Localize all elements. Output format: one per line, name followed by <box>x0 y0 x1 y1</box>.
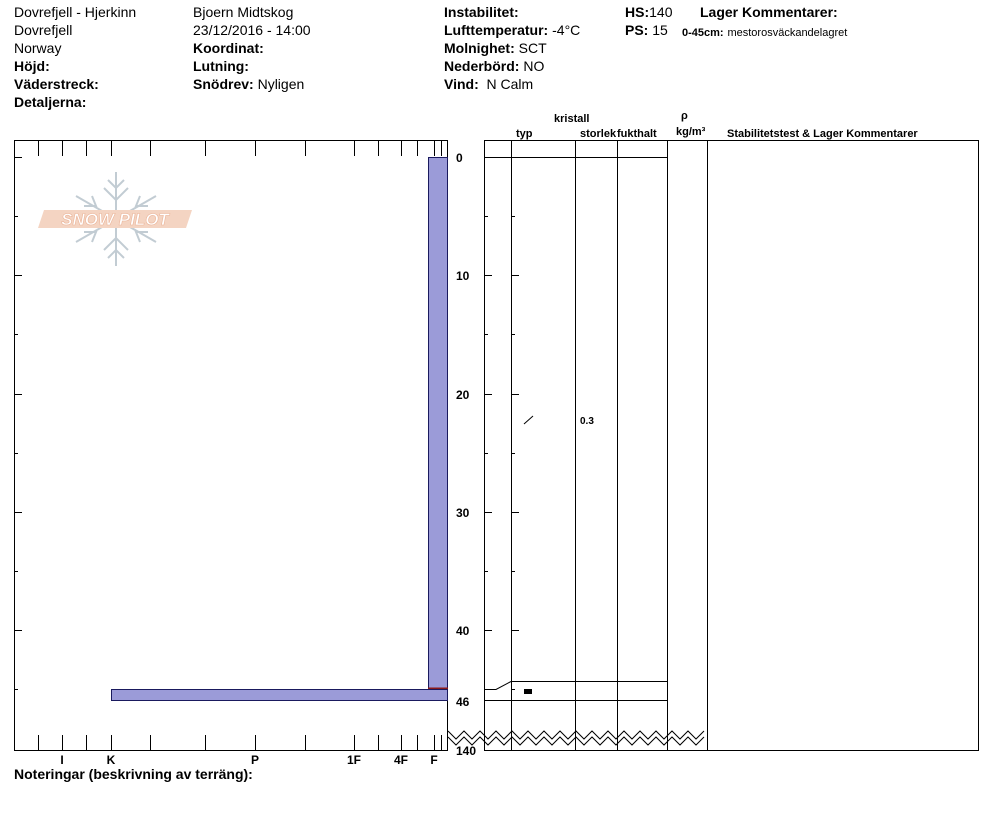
left-tick-marks <box>14 141 447 750</box>
depth-label-10: 10 <box>456 269 470 283</box>
hardness-label-4f: 4F <box>393 753 409 767</box>
lager-range: 0-45cm: <box>682 27 724 39</box>
lufttemp-label: Lufttemperatur: <box>444 22 549 38</box>
col-stability: Stabilitetstest & Lager Kommentarer <box>727 128 918 140</box>
hardness-axis <box>60 753 437 767</box>
table-tick-marks <box>484 158 519 690</box>
crystal-symbol-faceted <box>524 416 533 424</box>
col-fukthalt: fukthalt <box>617 128 657 140</box>
molnighet-label: Molnighet: <box>444 40 515 56</box>
layer-0-45 <box>429 158 448 689</box>
layer-table-frame <box>485 141 979 751</box>
lutning-label: Lutning: <box>193 58 249 74</box>
snow-pilot-logo <box>38 172 192 266</box>
depth-axis <box>456 151 476 758</box>
ps-label: PS: <box>625 22 649 38</box>
snodrev-value: Nyligen <box>257 76 305 92</box>
depth-label-46: 46 <box>456 695 470 709</box>
snodrev-label: Snödrev: <box>193 76 254 92</box>
lager-comment-text: mestorosväckandelagret <box>727 27 848 39</box>
region-text: Dovrefjell <box>14 22 73 38</box>
depth-label-40: 40 <box>456 624 470 638</box>
location-text: Dovrefjell - Hjerkinn <box>14 4 137 20</box>
nederbord-label: Nederbörd: <box>444 58 520 74</box>
depth-label-20: 20 <box>456 388 470 402</box>
vaderstreck-label: Väderstreck: <box>14 76 99 92</box>
observer-text: Bjoern Midtskog <box>193 4 294 20</box>
hardness-label-p: P <box>250 753 260 767</box>
table-column-lines <box>512 140 708 751</box>
nederbord-value: NO <box>523 58 545 74</box>
vind-label: Vind: <box>444 76 479 92</box>
hardness-chart-frame <box>15 141 448 751</box>
col-rho: ρ <box>681 110 688 122</box>
col-density-unit: kg/m³ <box>676 126 706 138</box>
layer-45-46 <box>112 690 448 701</box>
depth-label-140: 140 <box>456 744 477 758</box>
datetime-text: 23/12/2016 - 14:00 <box>193 22 311 38</box>
molnighet-value: SCT <box>518 40 547 56</box>
instabilitet-label: Instabilitet: <box>444 4 519 20</box>
koordinat-label: Koordinat: <box>193 40 264 56</box>
hardness-label-f: F <box>430 753 438 767</box>
detaljerna-label: Detaljerna: <box>14 94 87 110</box>
hardness-label-k: K <box>106 753 116 767</box>
hojd-label: Höjd: <box>14 58 50 74</box>
col-kristall: kristall <box>554 113 590 125</box>
vind-value: N Calm <box>486 76 534 92</box>
depth-label-0: 0 <box>456 151 463 165</box>
depth-label-30: 30 <box>456 506 470 520</box>
hs-label: HS: <box>625 4 650 20</box>
notes-label: Noteringar (beskrivning av terräng): <box>14 766 253 782</box>
col-storlek: storlek <box>580 128 617 140</box>
crystal-symbol-grain <box>524 689 532 694</box>
hs-value: 140 <box>649 4 673 20</box>
hardness-label-1f: 1F <box>346 753 362 767</box>
lager-kommentarer-label: Lager Kommentarer: <box>700 4 838 20</box>
logo-text: SNOW PILOT <box>61 210 169 229</box>
col-typ: typ <box>516 128 533 140</box>
ps-value: 15 <box>652 22 668 38</box>
lufttemp-value: -4°C <box>552 22 581 38</box>
hardness-label-i: I <box>60 753 64 767</box>
country-text: Norway <box>14 40 62 56</box>
crystal-size-value: 0.3 <box>580 416 594 427</box>
